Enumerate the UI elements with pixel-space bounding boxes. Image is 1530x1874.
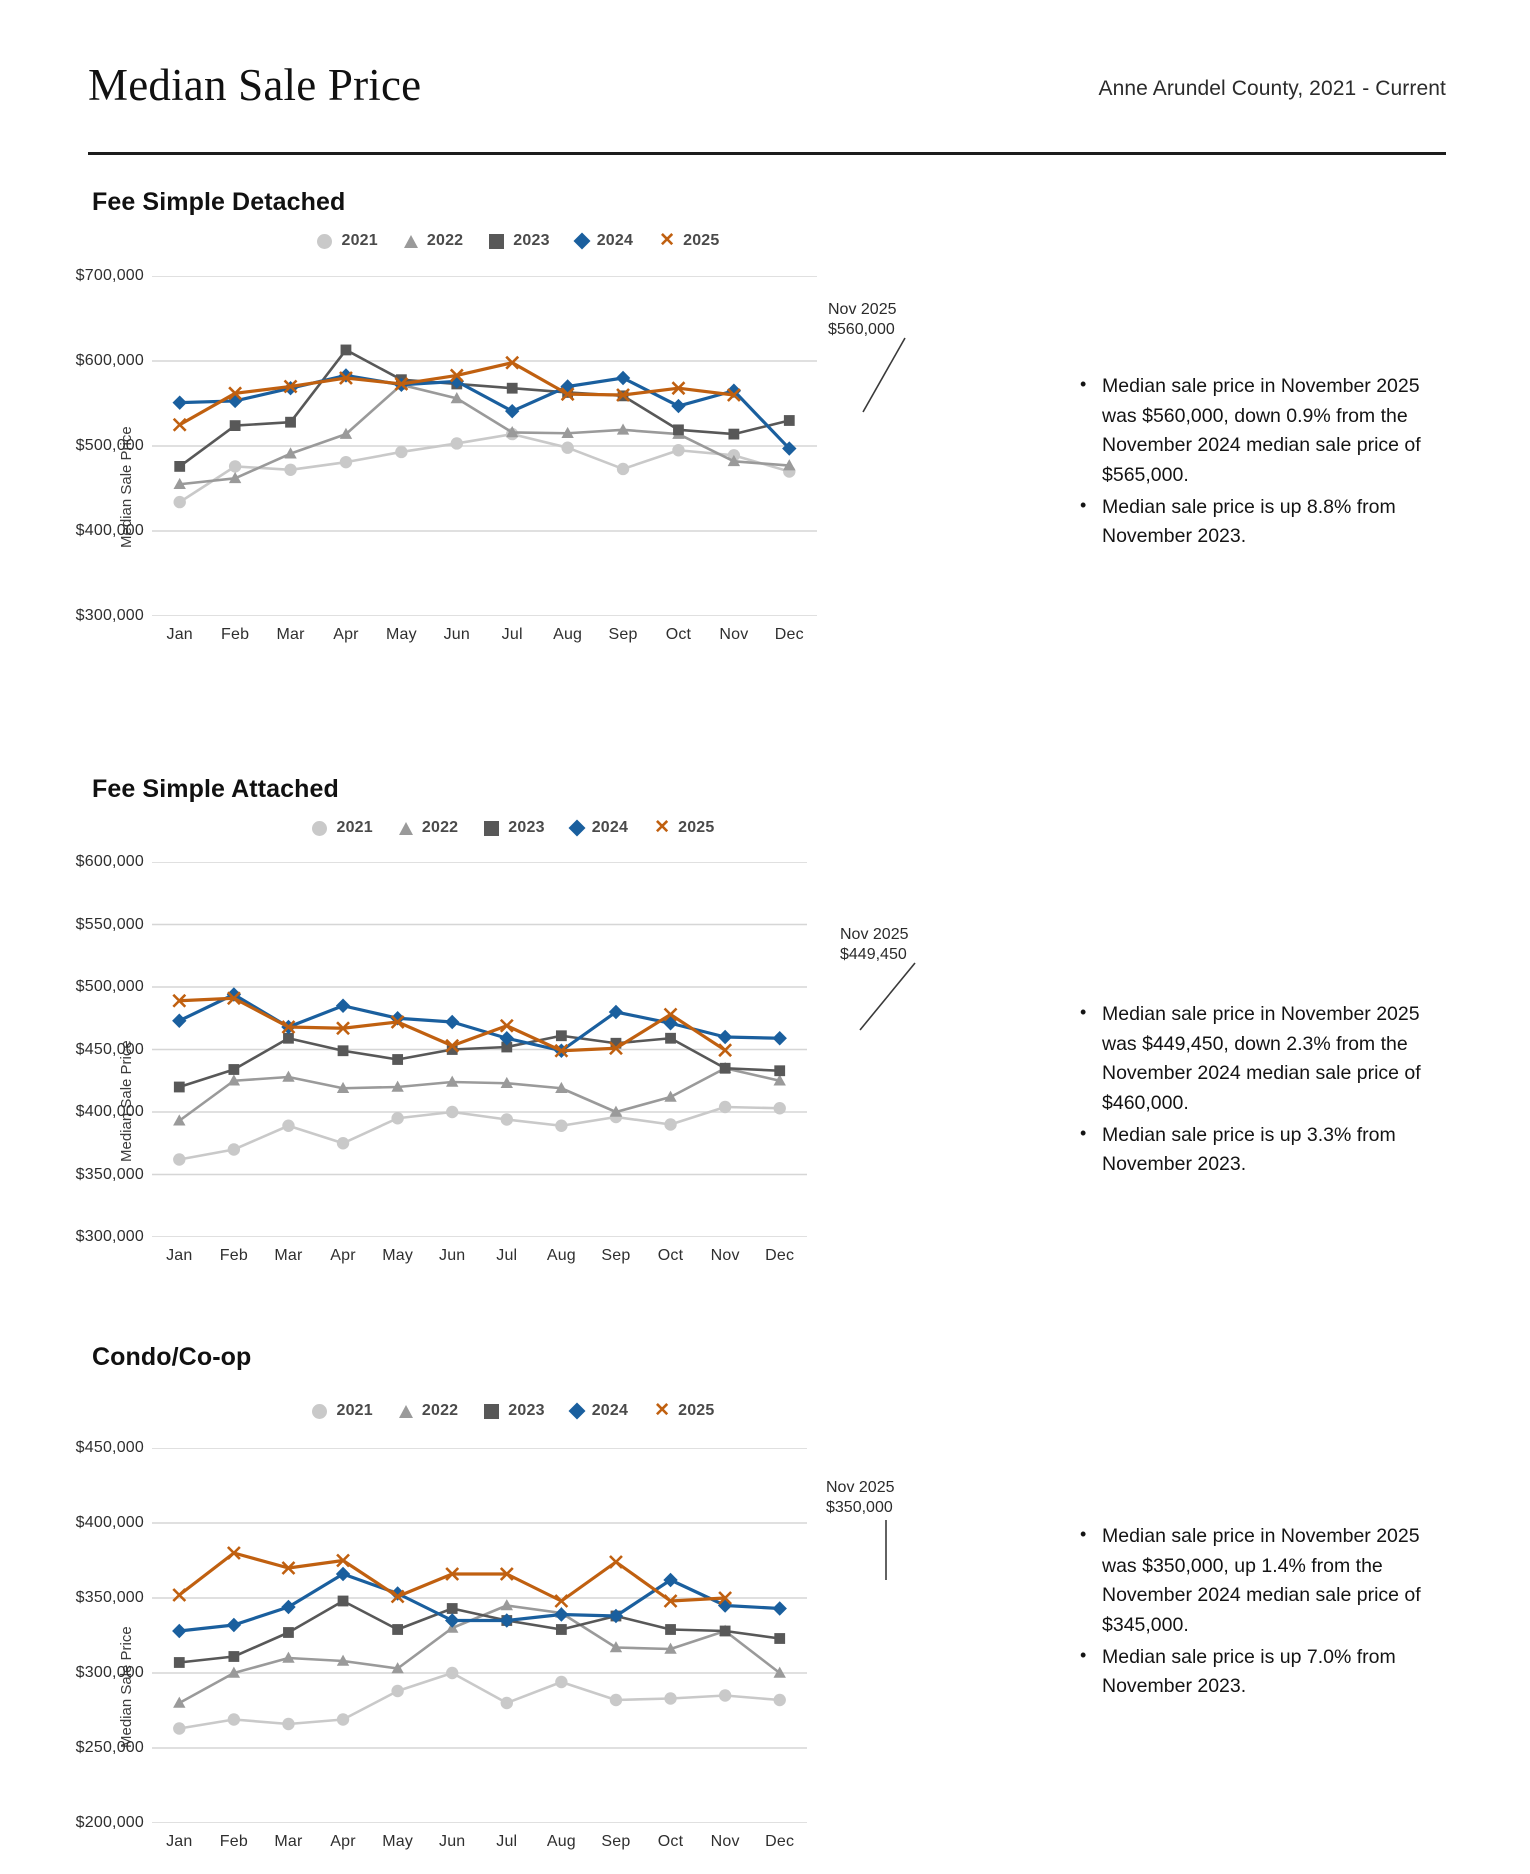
y-axis-tick-label: $450,000 bbox=[75, 1439, 144, 1456]
note-item: • Median sale price is up 7.0% from November 2023. bbox=[1075, 1643, 1435, 1702]
x-axis-tick-label: May bbox=[382, 1833, 414, 1850]
data-point-2025 bbox=[174, 419, 186, 431]
legend-item-2022[interactable] bbox=[399, 1402, 458, 1420]
data-point-2022 bbox=[501, 1599, 513, 1610]
section-title: Condo/Co-op bbox=[92, 1343, 252, 1371]
legend-label: 2025 bbox=[683, 232, 720, 249]
chart-plot-area bbox=[152, 862, 807, 1237]
data-point-2025 bbox=[555, 1595, 567, 1607]
data-point-2021 bbox=[774, 1102, 786, 1114]
chart-plot-area bbox=[152, 276, 817, 616]
y-axis-labels bbox=[40, 853, 144, 1245]
data-point-2023 bbox=[230, 420, 241, 431]
data-point-2024 bbox=[227, 1618, 241, 1632]
legend-label: 2023 bbox=[513, 232, 550, 249]
legend-item-2023[interactable] bbox=[484, 1402, 544, 1420]
y-axis-tick-label: $200,000 bbox=[75, 1814, 144, 1831]
x-axis-tick-label: Aug bbox=[546, 1247, 576, 1264]
y-axis-tick-label: $300,000 bbox=[75, 1228, 144, 1245]
x-axis-tick-label: Mar bbox=[274, 1247, 303, 1264]
data-point-2021 bbox=[555, 1676, 567, 1688]
chart-legend bbox=[160, 1398, 867, 1424]
data-point-2023 bbox=[338, 1045, 349, 1056]
x-axis-tick-label: Apr bbox=[333, 626, 359, 643]
legend-item-2021[interactable] bbox=[312, 1402, 372, 1420]
y-axis-tick-label: $250,000 bbox=[75, 1739, 144, 1756]
chart-legend bbox=[160, 228, 877, 254]
legend-label: 2022 bbox=[421, 819, 459, 836]
x-axis-tick-label: Mar bbox=[274, 1833, 303, 1850]
triangle-marker-icon bbox=[404, 235, 418, 248]
legend-item-2023[interactable] bbox=[489, 232, 549, 250]
note-item: • Median sale price in November 2025 was $350,000, up 1.4% from the November 2024 median sale price of $345,000. bbox=[1075, 1522, 1435, 1641]
data-point-2023 bbox=[665, 1033, 676, 1044]
data-point-2021 bbox=[610, 1694, 622, 1706]
chart-annotation bbox=[828, 300, 897, 341]
series-line-2025 bbox=[179, 1553, 725, 1601]
square-marker-icon bbox=[484, 821, 499, 836]
data-point-2024 bbox=[336, 1567, 350, 1581]
legend-item-2022[interactable] bbox=[399, 819, 458, 837]
diamond-marker-icon bbox=[568, 1403, 585, 1420]
notes-list bbox=[1075, 1000, 1435, 1180]
data-point-2021 bbox=[555, 1120, 567, 1132]
triangle-marker-icon bbox=[399, 1405, 413, 1418]
y-axis-tick-label: $700,000 bbox=[75, 267, 144, 284]
y-axis-tick-label: $600,000 bbox=[75, 853, 144, 870]
data-point-2023 bbox=[507, 383, 518, 394]
data-point-2024 bbox=[671, 399, 685, 413]
x-axis-tick-label: Jan bbox=[166, 1833, 193, 1850]
x-axis-tick-label: Sep bbox=[608, 626, 638, 643]
circle-marker-icon bbox=[312, 821, 327, 836]
chart-notes bbox=[1075, 1000, 1435, 1182]
x-axis-tick-label: Aug bbox=[546, 1833, 576, 1850]
x-axis-tick-label: Nov bbox=[719, 626, 749, 643]
x-axis-tick-label: Jun bbox=[439, 1247, 466, 1264]
data-point-2023 bbox=[774, 1633, 785, 1644]
chart-annotation bbox=[840, 925, 909, 966]
annotation-date: Nov 2025 bbox=[840, 926, 909, 943]
circle-marker-icon bbox=[312, 1404, 327, 1419]
note-item: • Median sale price is up 8.8% from November 2023. bbox=[1075, 493, 1435, 552]
data-point-2023 bbox=[447, 1603, 458, 1614]
chart-legend bbox=[160, 815, 867, 841]
page-header bbox=[88, 62, 1446, 109]
data-point-2021 bbox=[228, 1143, 240, 1155]
data-point-2021 bbox=[719, 1689, 731, 1701]
data-point-2021 bbox=[446, 1106, 458, 1118]
legend-item-2025[interactable] bbox=[654, 1399, 715, 1421]
data-point-2024 bbox=[773, 1031, 787, 1045]
annotation-value: $350,000 bbox=[826, 1499, 893, 1517]
data-point-2021 bbox=[284, 464, 296, 476]
data-point-2023 bbox=[338, 1596, 349, 1607]
y-axis-tick-label: $400,000 bbox=[75, 522, 144, 539]
square-marker-icon bbox=[489, 234, 504, 249]
legend-item-2021[interactable] bbox=[312, 819, 372, 837]
y-axis-title: Median Sale Price bbox=[118, 1626, 135, 1748]
data-point-2024 bbox=[718, 1030, 732, 1044]
data-point-2021 bbox=[501, 1697, 513, 1709]
data-point-2021 bbox=[282, 1718, 294, 1730]
x-axis-tick-label: Dec bbox=[765, 1247, 795, 1264]
data-point-2021 bbox=[391, 1685, 403, 1697]
data-point-2023 bbox=[673, 424, 684, 435]
data-point-2022 bbox=[173, 1697, 185, 1708]
data-point-2021 bbox=[446, 1667, 458, 1679]
data-point-2024 bbox=[718, 1598, 732, 1612]
legend-item-2025[interactable] bbox=[654, 816, 715, 838]
data-point-2021 bbox=[719, 1101, 731, 1113]
x-axis-tick-label: Jun bbox=[439, 1833, 466, 1850]
x-axis-tick-label: Nov bbox=[710, 1247, 740, 1264]
data-point-2021 bbox=[451, 437, 463, 449]
data-point-2024 bbox=[336, 999, 350, 1013]
annotation-date: Nov 2025 bbox=[828, 301, 897, 318]
annotation-value: $449,450 bbox=[840, 946, 907, 964]
data-point-2022 bbox=[664, 1091, 676, 1102]
data-point-2023 bbox=[174, 461, 185, 472]
data-point-2024 bbox=[281, 1600, 295, 1614]
data-point-2023 bbox=[174, 1082, 185, 1093]
x-axis-tick-label: Feb bbox=[219, 1247, 248, 1264]
data-point-2023 bbox=[720, 1626, 731, 1637]
data-point-2023 bbox=[174, 1657, 185, 1668]
data-point-2024 bbox=[554, 1607, 568, 1621]
legend-label: 2025 bbox=[678, 819, 715, 836]
x-axis-tick-label: Apr bbox=[330, 1247, 356, 1264]
legend-label: 2021 bbox=[341, 232, 378, 249]
legend-label: 2021 bbox=[336, 1402, 373, 1419]
data-point-2024 bbox=[172, 1014, 186, 1028]
data-point-2023 bbox=[283, 1033, 294, 1044]
x-axis-tick-label: Jul bbox=[501, 626, 523, 643]
data-point-2021 bbox=[173, 1722, 185, 1734]
x-axis-tick-label: Oct bbox=[657, 1247, 684, 1264]
data-point-2021 bbox=[391, 1112, 403, 1124]
x-axis-tick-label: Sep bbox=[601, 1247, 631, 1264]
x-axis-tick-label: May bbox=[385, 626, 417, 643]
data-point-2021 bbox=[229, 460, 241, 472]
x-axis-tick-label: Jan bbox=[166, 626, 193, 643]
data-point-2021 bbox=[340, 456, 352, 468]
data-point-2023 bbox=[341, 345, 352, 356]
legend-item-2021[interactable] bbox=[317, 232, 377, 250]
legend-item-2024[interactable] bbox=[576, 232, 633, 250]
legend-label: 2024 bbox=[591, 1402, 629, 1419]
x-axis-tick-label: Aug bbox=[553, 626, 583, 643]
data-point-2021 bbox=[395, 446, 407, 458]
x-marker-icon: ✕ bbox=[654, 816, 671, 838]
chart-notes bbox=[1075, 1522, 1435, 1704]
page-title: Median Sale Price bbox=[88, 60, 422, 110]
data-point-2025 bbox=[173, 1589, 185, 1601]
data-point-2024 bbox=[173, 395, 187, 409]
x-axis-tick-label: Dec bbox=[765, 1833, 795, 1850]
note-item: • Median sale price in November 2025 was $560,000, down 0.9% from the November 2024 median sale price of $565,000. bbox=[1075, 372, 1435, 491]
y-axis-tick-label: $550,000 bbox=[75, 915, 144, 933]
data-point-2024 bbox=[616, 371, 630, 385]
y-axis-labels bbox=[40, 267, 144, 624]
data-point-2021 bbox=[228, 1713, 240, 1725]
series-line-2023 bbox=[179, 1601, 779, 1663]
notes-list bbox=[1075, 372, 1435, 552]
data-point-2021 bbox=[672, 444, 684, 456]
y-axis-tick-label: $500,000 bbox=[75, 437, 144, 454]
data-point-2023 bbox=[228, 1064, 239, 1075]
series-line-2021 bbox=[179, 1673, 779, 1729]
data-point-2023 bbox=[784, 415, 795, 426]
x-axis-tick-label: Jan bbox=[166, 1247, 193, 1264]
legend-item-2024[interactable] bbox=[571, 819, 628, 837]
x-axis-tick-label: Oct bbox=[665, 626, 692, 643]
legend-label: 2024 bbox=[596, 232, 634, 249]
data-point-2021 bbox=[501, 1113, 513, 1125]
y-axis-tick-label: $300,000 bbox=[75, 607, 144, 624]
data-point-2023 bbox=[556, 1624, 567, 1635]
header-divider bbox=[88, 152, 1446, 155]
y-axis-tick-label: $500,000 bbox=[75, 978, 144, 995]
data-point-2021 bbox=[664, 1118, 676, 1130]
series-line-2023 bbox=[180, 350, 790, 466]
x-axis-tick-label: Oct bbox=[657, 1833, 684, 1850]
data-point-2023 bbox=[392, 1054, 403, 1065]
x-axis-tick-label: Mar bbox=[276, 626, 305, 643]
legend-label: 2022 bbox=[426, 232, 464, 249]
y-axis-tick-label: $400,000 bbox=[75, 1103, 144, 1120]
data-point-2024 bbox=[445, 1015, 459, 1029]
annotation-date: Nov 2025 bbox=[826, 1479, 895, 1496]
data-point-2024 bbox=[505, 404, 519, 418]
annotation-value: $560,000 bbox=[828, 321, 895, 339]
data-point-2021 bbox=[173, 1153, 185, 1165]
x-marker-icon: ✕ bbox=[654, 1399, 671, 1421]
legend-item-2022[interactable] bbox=[404, 232, 463, 250]
series-line-2024 bbox=[179, 995, 779, 1051]
series-line-2022 bbox=[179, 1068, 779, 1121]
data-point-2021 bbox=[174, 496, 186, 508]
y-axis-tick-label: $350,000 bbox=[75, 1165, 144, 1183]
legend-label: 2025 bbox=[678, 1402, 715, 1419]
y-axis-tick-label: $450,000 bbox=[75, 1040, 144, 1058]
legend-item-2024[interactable] bbox=[571, 1402, 628, 1420]
chart-plot-area bbox=[152, 1448, 807, 1823]
legend-label: 2021 bbox=[336, 819, 373, 836]
x-axis-labels bbox=[152, 1247, 807, 1271]
x-axis-tick-label: Jul bbox=[496, 1247, 518, 1264]
note-item: • Median sale price in November 2025 was $449,450, down 2.3% from the November 2024 median sale price of $460,000. bbox=[1075, 1000, 1435, 1119]
x-axis-labels bbox=[152, 1833, 807, 1857]
legend-item-2023[interactable] bbox=[484, 819, 544, 837]
square-marker-icon bbox=[484, 1404, 499, 1419]
data-point-2021 bbox=[561, 442, 573, 454]
diamond-marker-icon bbox=[573, 233, 590, 250]
data-point-2021 bbox=[282, 1120, 294, 1132]
data-point-2024 bbox=[339, 368, 353, 382]
note-item: • Median sale price is up 3.3% from November 2023. bbox=[1075, 1121, 1435, 1180]
x-axis-tick-label: Feb bbox=[219, 1833, 248, 1850]
x-axis-tick-label: Sep bbox=[601, 1833, 631, 1850]
legend-label: 2022 bbox=[421, 1402, 459, 1419]
x-axis-tick-label: Jun bbox=[443, 626, 470, 643]
diamond-marker-icon bbox=[568, 820, 585, 837]
x-axis-labels bbox=[152, 626, 817, 650]
y-axis-tick-label: $300,000 bbox=[75, 1664, 144, 1681]
chart-notes bbox=[1075, 372, 1435, 554]
data-point-2023 bbox=[228, 1651, 239, 1662]
page-subtitle: Anne Arundel County, 2021 - Current bbox=[1098, 77, 1446, 101]
data-point-2023 bbox=[720, 1063, 731, 1074]
triangle-marker-icon bbox=[399, 822, 413, 835]
y-axis-tick-label: $600,000 bbox=[75, 352, 144, 369]
legend-item-2025[interactable] bbox=[659, 229, 720, 251]
legend-label: 2024 bbox=[591, 819, 629, 836]
data-point-2023 bbox=[283, 1627, 294, 1638]
y-axis-tick-label: $400,000 bbox=[75, 1514, 144, 1531]
data-point-2023 bbox=[392, 1624, 403, 1635]
legend-label: 2023 bbox=[508, 819, 545, 836]
y-axis-title: Median Sale Price bbox=[118, 426, 135, 548]
y-axis-title: Median Sale Price bbox=[118, 1040, 135, 1162]
data-point-2023 bbox=[556, 1030, 567, 1041]
circle-marker-icon bbox=[317, 234, 332, 249]
x-axis-tick-label: May bbox=[382, 1247, 414, 1264]
data-point-2021 bbox=[664, 1692, 676, 1704]
section-title: Fee Simple Attached bbox=[92, 775, 339, 803]
x-axis-tick-label: Feb bbox=[221, 626, 250, 643]
y-axis-labels bbox=[40, 1439, 144, 1831]
data-point-2023 bbox=[774, 1065, 785, 1076]
x-axis-tick-label: Dec bbox=[774, 626, 804, 643]
series-line-2024 bbox=[179, 1574, 779, 1631]
notes-list bbox=[1075, 1522, 1435, 1702]
data-point-2023 bbox=[285, 417, 296, 428]
x-marker-icon: ✕ bbox=[659, 229, 676, 251]
data-point-2024 bbox=[172, 1624, 186, 1638]
data-point-2025 bbox=[610, 1556, 622, 1568]
data-point-2024 bbox=[773, 1601, 787, 1615]
legend-label: 2023 bbox=[508, 1402, 545, 1419]
data-point-2021 bbox=[337, 1713, 349, 1725]
data-point-2021 bbox=[774, 1694, 786, 1706]
x-axis-tick-label: Nov bbox=[710, 1833, 740, 1850]
chart-annotation bbox=[826, 1478, 895, 1519]
x-axis-tick-label: Apr bbox=[330, 1833, 356, 1850]
series-line-2021 bbox=[179, 1107, 779, 1160]
data-point-2021 bbox=[617, 463, 629, 475]
x-axis-tick-label: Jul bbox=[496, 1833, 518, 1850]
data-point-2021 bbox=[337, 1137, 349, 1149]
data-point-2023 bbox=[728, 429, 739, 440]
section-title: Fee Simple Detached bbox=[92, 188, 346, 216]
y-axis-tick-label: $350,000 bbox=[75, 1589, 144, 1606]
data-point-2023 bbox=[665, 1624, 676, 1635]
